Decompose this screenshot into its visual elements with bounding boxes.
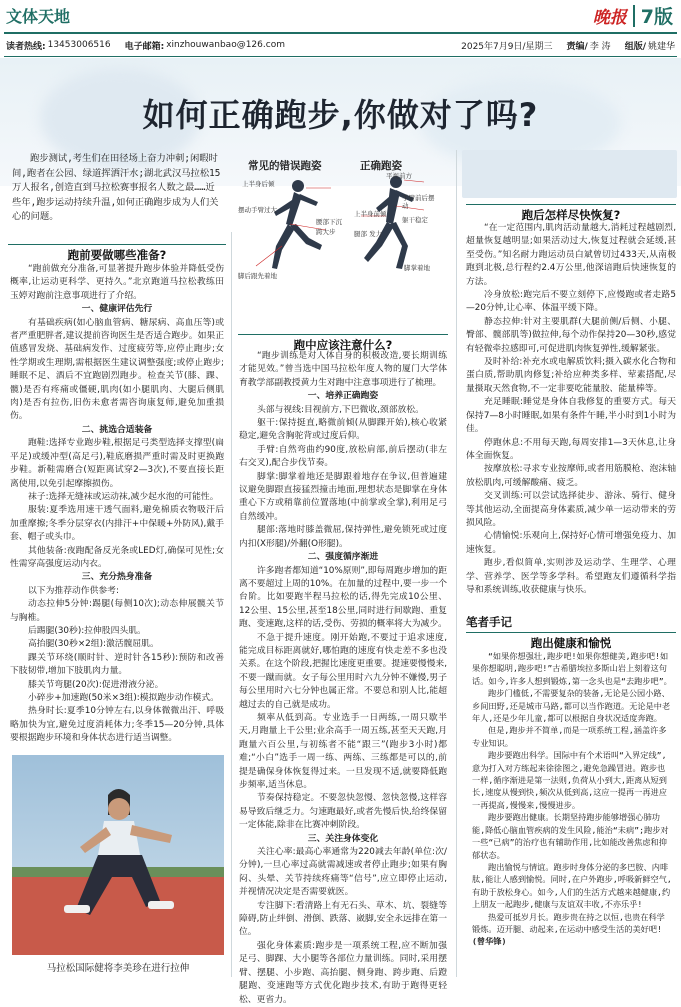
photo-caption: 马拉松国际健将李美珍在进行拉伸 <box>46 963 190 974</box>
column2-title: 跑中应该注意什么? <box>293 338 393 352</box>
column3-body <box>466 222 676 597</box>
right-label-5: 腿部 发力 <box>354 230 383 238</box>
column1-title: 跑前要做哪些准备? <box>67 248 167 262</box>
column1-intro: “跑前做充分准备,可显著提升跑步体验并降低受伤概率,让运动更科学、更持久。”北京跑道马拉松教练田玉婷对跑前注意事项进行了介绍。 <box>10 264 224 301</box>
headline: 如何正确跑步,你做对了吗? <box>142 96 539 134</box>
column1-section-head: 一、健康评估先行 <box>81 304 153 315</box>
column1-para: 踝关节环绕(顺时针、逆时针各15秒):预防和改善下肢韧带,增加下肢肌肉力量。 <box>10 652 224 677</box>
column3-para: 充足睡眠:睡觉是身体自我修复的重要方式。每天保持7—8小时睡眠,如果有条件午睡,半小时到1小时为佳。 <box>466 397 676 435</box>
email-address[interactable]: xinzhouwanbao@126.com <box>166 40 285 50</box>
notes-para: 跑步门槛低,不需要复杂的装备,无论是公园小路、乡间田野,还是城市马路,都可以当作跑道。无论是中老年人,还是少年儿童,都可以根据自身状况适度奔跑。 <box>472 688 671 724</box>
athlete-stretching-image <box>12 755 224 955</box>
running-posture-illustration <box>236 146 436 298</box>
column2-para: 不急于提升速度。刚开始跑,不要过于追求速度,能完成目标距离就好,哪怕跑的速度有快走差不多也没关系。在这个阶段,把握比速度更重要。提速要慢慢来,不要一蹴而就。女子每公里用时六九分钟不嫌慢,男子每公里用时六七分钟也属正常。不要总和别人比,能超越过去的自己就是成功。 <box>239 632 447 710</box>
email-label: 电子邮箱: <box>124 41 165 52</box>
notes-para: 跑出愉悦与情谊。跑步时身体分泌的多巴胺、内啡肽,能让人感到愉悦。同时,在户外跑步,呼吸新鲜空气,有助于放松身心。如今,人们的生活方式越来越健康,约上朋友一起跑步,健康与友谊双丰收,不亦乐乎! <box>472 861 672 910</box>
notes-para: 跑步要跑出科学。国际中有个术语叫“入界定线”,意为打入对方练起来徐徐图之,避免急躁冒进。跑步也一样,循序渐进是第一法则,负荷从小到大,距离从短到长,速度从慢到快,频次从低到高,这应一提再一再进应一再提高,慢慢来,慢慢进步。 <box>472 750 667 810</box>
column2-para: 强化身体素质:跑步是一项系统工程,应不断加强足弓、脚踝、大小腿等各部位力量训练。同时,采用摆臂、摆腿、小步跑、高抬腿、侧身跑、跨步跑、后蹬腿跑、变速跑等方式优化跑步技术,有助于跑得更轻松、更省力。 <box>239 940 447 1005</box>
notes-para: “如果你想强壮,跑步吧!如果你想健美,跑步吧!如果你想聪明,跑步吧!”古希腊埃拉多斯山岩上刻着这句话。如今,许多人想到锻炼,第一念头也是“去跑步吧”。 <box>472 651 672 686</box>
column2-para: 频率从低到高。专业选手一日两练,一周只歇半天,月跑量上千公里;业余高手一周五练,甚至天天跑,月跑量六百公里,与初练者不能“跟三”(跑步3小时)都难;“小白”选手一周一练、两练、三练都是可以的,前提是确保身体恢复得过来。一旦发现不适,就要降低跑步频率,适当休息。 <box>239 712 447 790</box>
notes-para: 跑步要跑出健康。长期坚持跑步能够增强心肺功能,降低心脑血管疾病的发生风险,能治“未病”;跑步对一些“已病”的治疗也有辅助作用,比如能改善焦虑和抑郁状态。 <box>472 812 669 860</box>
lede-paragraph: 跑步测试,考生们在田径场上奋力冲刺;闲暇时间,跑者在公园、绿道挥洒汗水;湖北武汉马拉松15万人报名,创造直到马拉松赛事报名人数之最……近些年,跑步运动持续升温,如何正确跑步成为人们关心的问题。 <box>12 153 221 222</box>
wrong-label-4: 脚后跟先着地 <box>238 272 277 280</box>
stretching-photo <box>12 755 224 955</box>
column1-para: 热身时长:夏季10分钟左右,以身体微微出汗、呼吸略加快为宜,避免过度消耗体力;冬季15—20分钟,具体要根据跑步环境和身体状态进行适当调整。 <box>10 706 224 744</box>
column1-para: 以下为推荐动作供参考: <box>28 585 119 596</box>
info-bar <box>6 37 675 53</box>
column1-section-head: 二、挑选合适装备 <box>81 424 153 435</box>
column1-para: 动态拉伸5分钟:踢腿(每侧10次);动态伸展髋关节与胸椎。 <box>10 599 224 623</box>
column2-para: 关注心率:最高心率通常为220减去年龄(单位:次/分钟),一旦心率过高就需减速或者停止跑步;如果有胸闷、头晕、关节持续疼痛等“信号”,应立即停止运动,并视情况决定是否需要就医。 <box>239 847 447 898</box>
header-rule <box>4 32 677 34</box>
column2-section-head: 一、培养正确跑姿 <box>307 391 379 402</box>
column3-para: 冷身放松:跑完后不要立刻停下,应慢跑或者走路5—20分钟,让心率、体温平缓下降。 <box>466 290 676 314</box>
notes-para: 但是,跑步并不简单,而是一项系统工程,涵盖许多专业知识。 <box>472 725 667 748</box>
right-label-4: 躯干稳定 <box>402 216 428 224</box>
column-divider <box>456 150 457 977</box>
column1-para: 服装:夏季选用速干透气面料,避免棉质衣物吸汗后加重摩擦;冬季分层穿衣(内排汗+中保暖+外防风),戴手套、帽子或头巾。 <box>10 505 224 543</box>
notes-title: 跑出健康和愉悦 <box>530 636 612 650</box>
wrong-label-3: 跨大步 <box>316 228 336 236</box>
editor-label: 责编/ <box>566 41 588 52</box>
column3-para: 交叉训练:可以尝试选择徒步、游泳、骑行、健身等其他运动,全面提高身体素质,减少单一运动带来的劳损风险。 <box>466 491 676 528</box>
right-label-6: 脚掌着地 <box>404 264 430 272</box>
column2-body <box>239 350 447 1007</box>
column2-para: 躯干:保持挺直,略微前倾(从脚踝开始),核心收紧稳定,避免含胸驼背或过度后仰。 <box>239 418 447 442</box>
column1-para: 小碎步+加速跑(50米×3组):模拟跑步动作模式。 <box>28 693 219 703</box>
column3-para: 心情愉悦:乐观向上,保持好心情可增强免疫力、加速恢复。 <box>466 531 676 555</box>
notes-para <box>472 911 672 948</box>
column2-para: 手臂:自然弯曲约90度,放松肩部,前后摆动(非左右交叉),配合步伐节奏。 <box>239 444 447 469</box>
column2-para: 腿部:落地时膝盖微屈,保持弹性,避免锁死或过度内扣(X形腿)/外翻(O形腿)。 <box>239 525 447 549</box>
page-number: 7版 <box>640 6 673 28</box>
wrong-label-1: 上半身后倾 <box>242 180 275 188</box>
notes-header <box>466 632 676 651</box>
info-rule <box>4 56 677 57</box>
editor-name: 李 涛 <box>589 41 611 52</box>
column3-intro: “在一定范围内,肌肉活动量越大,消耗过程越剧烈,超量恢复越明显;如果活动过大,恢复过程就会延缓,甚至受伤。”知名耐力跑运动员白斌曾切过433天,从南极跑到北极,总行程约2.4万公里,他深谙跑后快速恢复的方法。 <box>466 223 676 287</box>
hotline-label: 读者热线: <box>6 41 46 52</box>
column3-para: 及时补给:补充水或电解质饮料;摄入碳水化合物和蛋白质,帮助肌肉修复;补给应种类多样、荤素搭配,尽量摄取天然食物,不一定非要吃能量胶、能量棒等。 <box>466 357 676 394</box>
column3-header <box>466 204 676 223</box>
column1-para: 其他装备:夜跑配备反光条或LED灯,确保可见性;女性需穿高强度运动内衣。 <box>10 545 224 569</box>
right-label-3: 上半身前倾 <box>354 210 387 218</box>
wrong-label-2: 腰部下沉 <box>316 218 342 226</box>
notes-final-para: 热爱可抵岁月长。跑步贵在持之以恒,也贵在科学锻炼。迈开腿、动起来,在运动中感受生活的美好吧! <box>472 911 665 934</box>
column1-para: 袜子:选择无缝袜或运动袜,减少起水泡的可能性。 <box>28 491 219 502</box>
column2-para: 头部与视线:目视前方,下巴微收,颈部放松。 <box>257 404 424 415</box>
column3-para: 按摩放松:寻求专业按摩师,或者用筋膜枪、泡沫轴放松肌肉,可缓解酸痛、疲乏。 <box>466 464 676 488</box>
column2-para: 专注脚下:看清路上有无石头、草木、坑、裂缝等障碍,防止绊倒、滑倒、跌落、崴脚,安全永远排在第一位。 <box>239 900 447 938</box>
column3-para: 停跑休息:不用每天跑,每周安排1—3天休息,让身体全面恢复。 <box>466 437 676 461</box>
designer-name: 姚建华 <box>647 41 675 52</box>
column1-para: 高抬腿(30秒×2组):激活髋屈肌。 <box>28 639 159 650</box>
column2-para: 节奏保持稳定。不要忽快忽慢、忽快忽慢,这样容易导致后继乏力。匀速跑最好,或者先慢后快,给终保留一定体能,除非在比赛冲刺阶段。 <box>239 793 447 831</box>
column1-body <box>10 263 224 746</box>
column2-section-head: 二、强度循序渐进 <box>307 552 379 563</box>
wrong-posture-title: 常见的错误跑姿 <box>248 160 322 172</box>
right-label-1: 平视前方 <box>386 172 412 180</box>
decorative-panel <box>462 150 677 198</box>
column1-para: 后踢腿(30秒):拉伸股四头肌。 <box>28 625 146 636</box>
column1-header <box>8 244 226 263</box>
column3-para: 静态拉伸:针对主要肌群(大腿前侧/后侧、小腿、臀部、髋部肌等)做拉伸,每个动作保持20—30秒,感觉有轻微牵拉感即可,可促进肌肉恢复弹性,缓解紧张。 <box>466 316 676 354</box>
column1-para: 有基础疾病(如心脑血管病、糖尿病、高血压等)或者严重肥胖者,建议提前咨询医生是否适合跑步。如果正值感冒发烧、基础病发作、过度疲劳等,应停止跑步;女性学期或生理期,需根据医生建议调整强度;或停止跑步;睡眠不足、酒后不宜跑剧烈跑步。检查关节(膝、踝、髋)是否有疼痛或僵硬,肌肉(如小腿肌肉、大腿后侧肌肉)是否有拉伤,旧伤未愈者需咨询康复师,避免加重损伤。 <box>10 317 224 422</box>
notes-signature: (曾华锋) <box>472 936 507 947</box>
issue-date: 2025年7月9日/星期三 <box>461 41 553 52</box>
column2-para: 许多跑者都知道“10%原则”,即每周跑步增加的距离不要超过上周的10%。在加量的过程中,要一步一个台阶。比如要跑半程马拉松的话,得先完成10公里、12公里、15公里,甚至18公里,同时进行间歇跑、重复跑、变速跑,这样的话,受伤、劳损的概率将大为减少。 <box>239 565 447 630</box>
column2-section-head: 三、关注身体变化 <box>307 833 379 844</box>
column1-section-head: 三、充分热身准备 <box>81 572 153 583</box>
column1-para: 膝关节弯腿(20次):促进滑液分泌。 <box>28 679 164 690</box>
column2-intro: “跑步训练是对人体自身的积极改造,要长期训练才能见效。”曾当选中国马拉松年度人物的厦门大学体育教学部副教授黄力生对跑中注意事项进行了梳理。 <box>239 351 447 388</box>
wrong-label-5: 摆动手臂过大 <box>238 206 277 214</box>
column2-para: 脚掌:脚掌着地还是脚跟着地存在争议,但普遍建议避免脚跟直接猛烈撞击地面,理想状态是脚掌在身体重心下方或稍靠前位置落地(中前掌或全掌),利用足弓自然缓冲。 <box>239 471 447 522</box>
column1-para: 跑鞋:选择专业跑步鞋,根据足弓类型选择支撑型(扁平足)或缓冲型(高足弓),鞋底磨损严重时需及时更换跑步鞋。新鞋需磨合(短距离试穿2—3次),不要直接长距离使用,以免引起摩擦损伤。 <box>10 438 224 489</box>
masthead-right <box>593 2 673 29</box>
designer-label: 组版/ <box>624 41 646 52</box>
right-posture-title: 正确跑姿 <box>360 160 402 172</box>
column3-title: 跑后怎样尽快恢复? <box>521 208 621 222</box>
column3-para: 跑步,看似简单,实则涉及运动学、生理学、心理学、营养学、医学等多学科。希望跑友们遵循科学指导和系统训练,收获健康与快乐。 <box>466 558 676 595</box>
column-divider <box>231 232 232 977</box>
notes-body <box>472 650 672 948</box>
masthead-divider <box>633 5 635 27</box>
hotline-number: 13453006516 <box>47 40 111 50</box>
section-title: 文体天地 <box>6 7 71 26</box>
right-label-2: 手臂前后摆动 <box>402 194 435 210</box>
notes-label: 笔者手记 <box>466 615 512 629</box>
newspaper-logo: 晚报 <box>592 8 627 28</box>
